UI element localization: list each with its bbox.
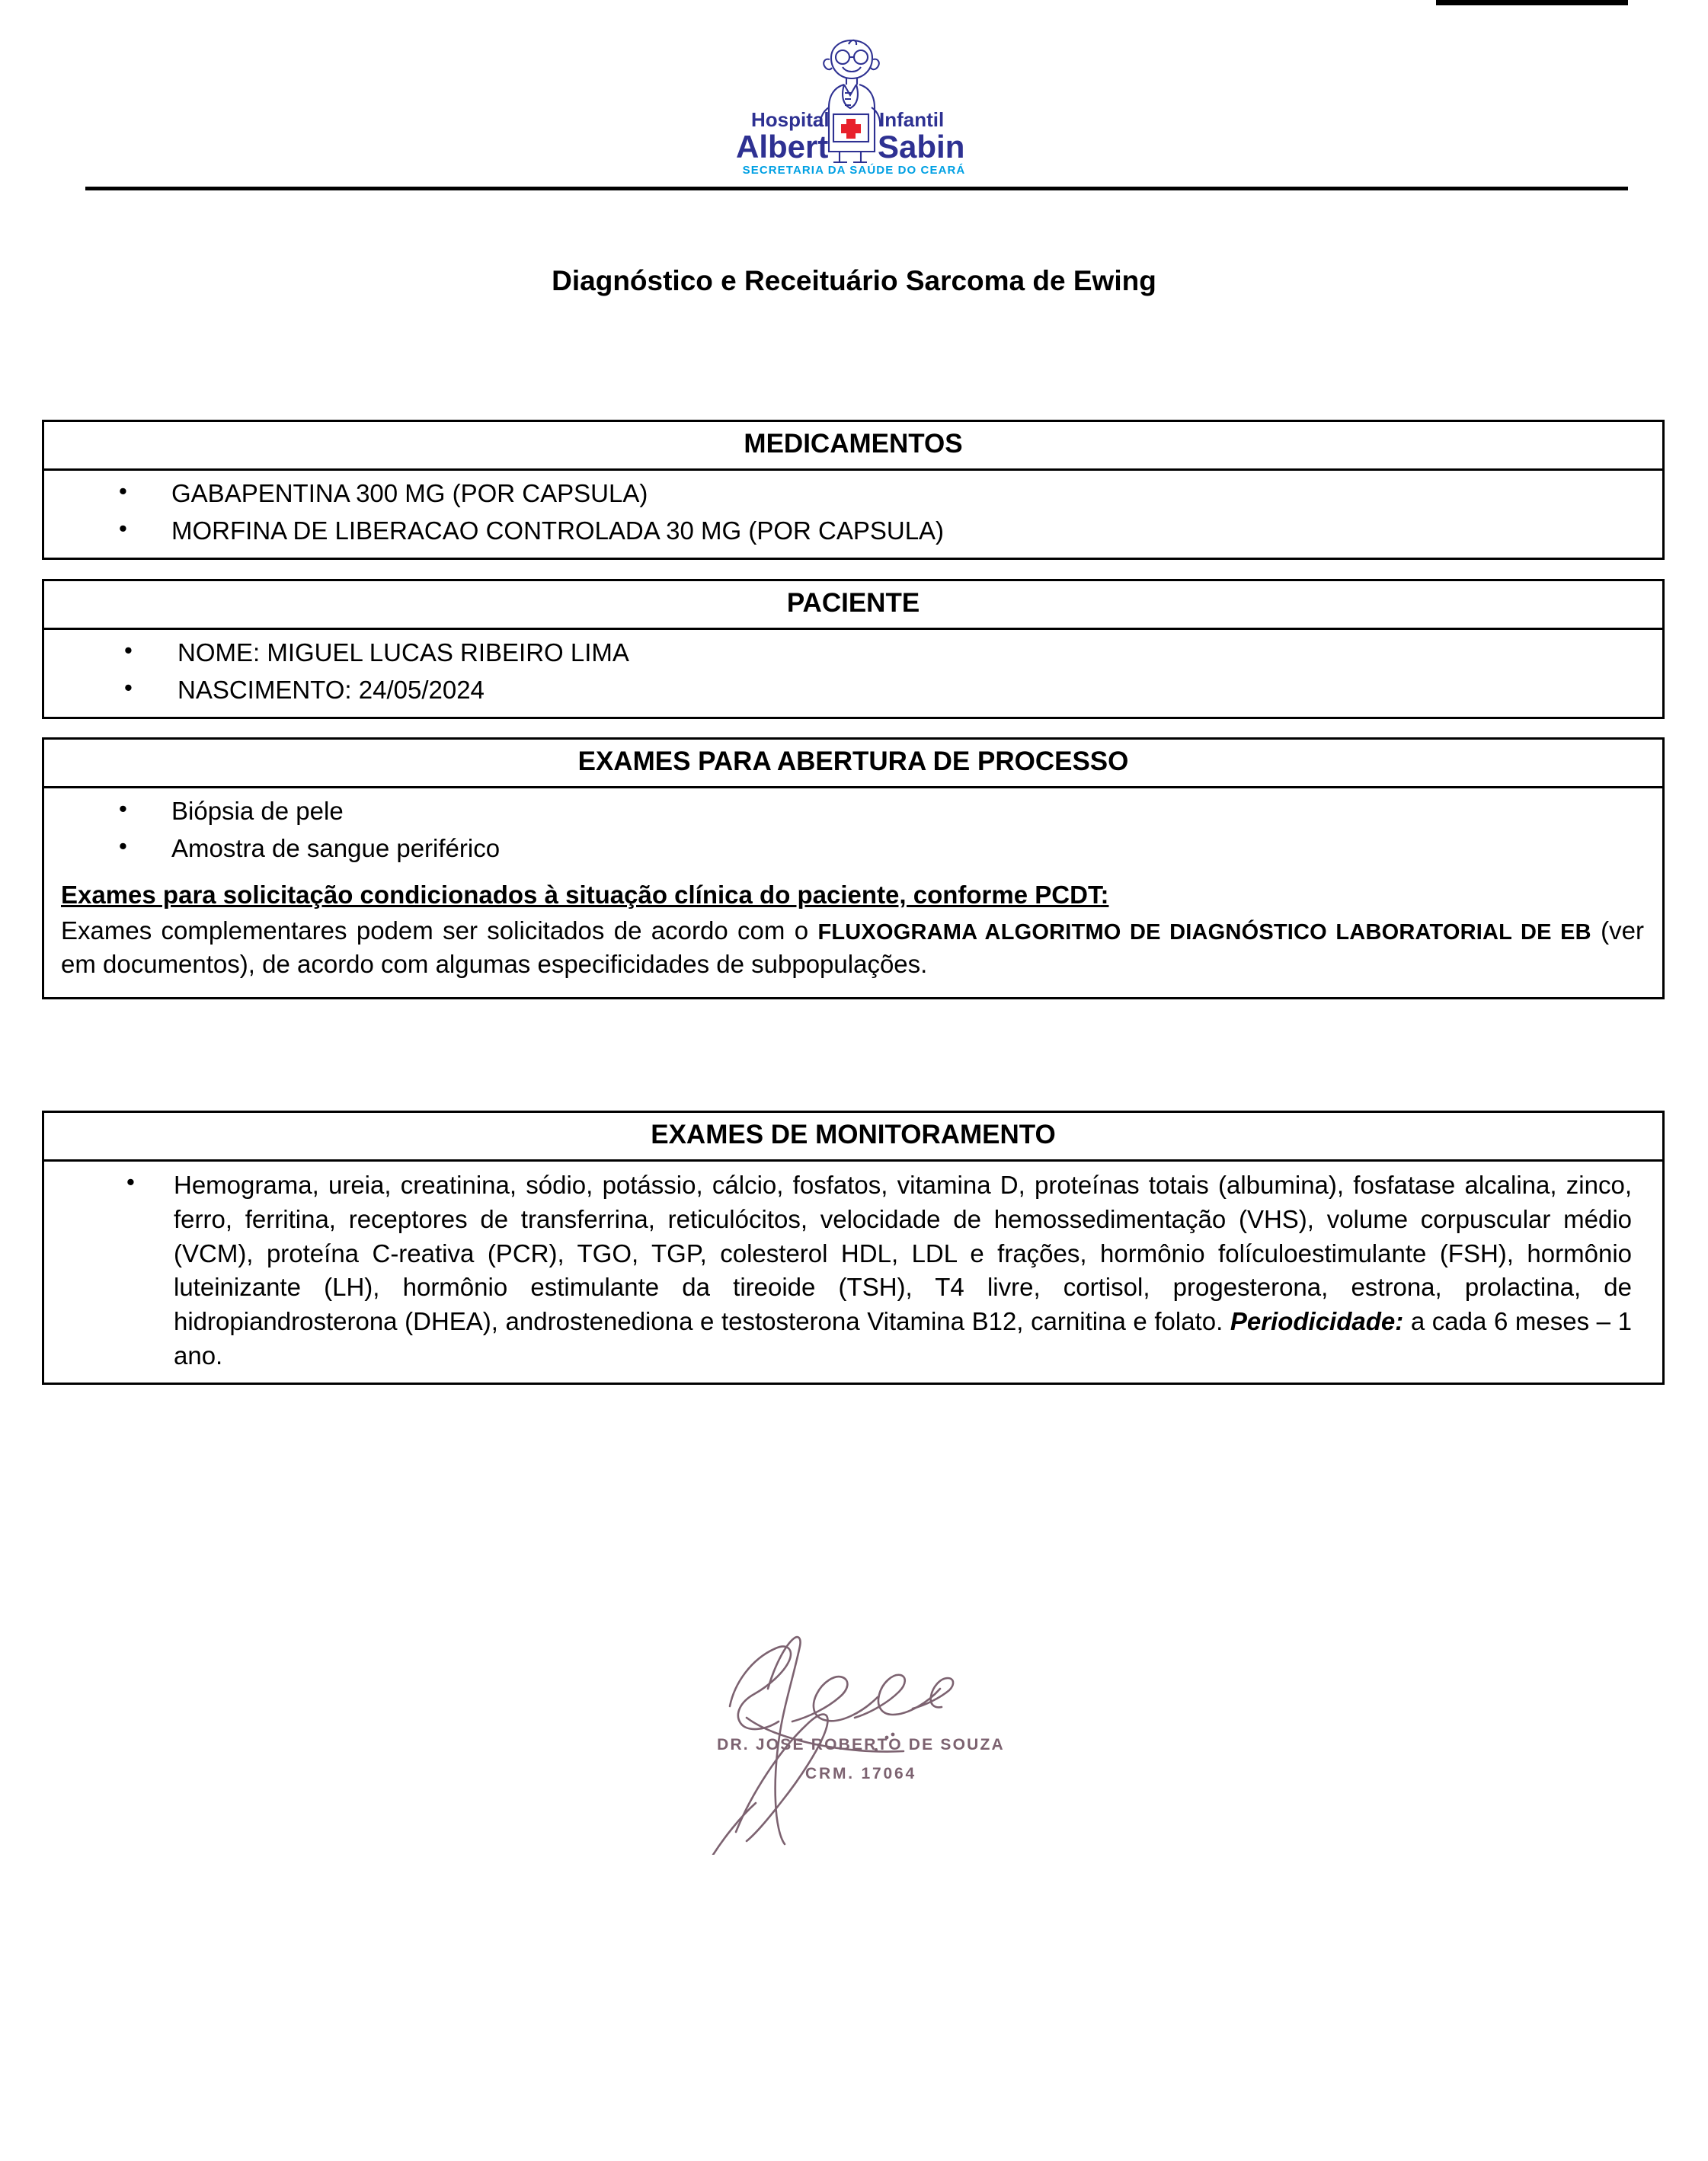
exames-abertura-list xyxy=(44,793,1662,868)
patient-name: • NOME: MIGUEL LUCAS RIBEIRO LIMA xyxy=(44,635,1662,672)
periodicity-value: a cada 6 meses – 1 ano. xyxy=(174,1307,1632,1370)
medicamentos-list xyxy=(44,475,1662,550)
monitoramento-exam-text: Hemograma, ureia, creatinina, sódio, potássio, cálcio, fosfatos, vitamina D, proteínas totais (albumina), fosfatase alcalina, zinco, ferro, ferritina, receptores de transferrina, reticulócitos, velocidade de hemossedimentação (VHS), volume corpuscular médio (VCM), proteína C-reativa (PCR), TGO, TGP, colesterol HDL, LDL e frações, hormônio folículoestimulante (FSH), hormônio luteinizante (LH), hormônio estimulante da tireoide (TSH), T4 livre, cortisol, progesterona, estrona, prolactina, de hidropiandrosterona (DHEA), androstenediona e testosterona Vitamina B12, carnitina e folato. xyxy=(174,1171,1632,1335)
signature-doctor-name: DR. JOSE ROBERTO DE SOUZA xyxy=(717,1736,1005,1753)
page-title: Diagnóstico e Receituário Sarcoma de Ewing xyxy=(552,265,1156,296)
section-body-exames-abertura xyxy=(44,788,1662,996)
section-heading-medicamentos: MEDICAMENTOS xyxy=(44,422,1662,471)
section-paciente xyxy=(42,579,1665,719)
list-item: • Biópsia de pele xyxy=(44,793,1662,830)
list-item: • GABAPENTINA 300 MG (POR CAPSULA) xyxy=(44,475,1662,513)
pcdt-body-line xyxy=(61,914,1644,981)
monitoramento-list xyxy=(44,1166,1662,1375)
pcdt-emphasis: FLUXOGRAMA ALGORITMO DE DIAGNÓSTICO LABORATORIAL DE EB xyxy=(817,920,1591,945)
pcdt-lead-colon: : xyxy=(1100,880,1109,909)
signature-block xyxy=(670,1603,1051,1855)
list-item: • MORFINA DE LIBERACAO CONTROLADA 30 MG (POR CAPSULA) xyxy=(44,513,1662,550)
section-heading-exames-monitoramento: EXAMES DE MONITORAMENTO xyxy=(44,1113,1662,1162)
list-item xyxy=(44,1166,1662,1375)
section-body-paciente xyxy=(44,630,1662,717)
hospital-logo xyxy=(728,32,980,181)
list-item: • Amostra de sangue periférico xyxy=(44,830,1662,868)
svg-text:Albert: Albert xyxy=(736,129,829,165)
hospital-infantil-albert-sabin-logo-icon xyxy=(728,32,980,181)
section-exames-monitoramento xyxy=(42,1111,1665,1385)
header-divider xyxy=(85,187,1628,190)
periodicity-label: Periodicidade: xyxy=(1230,1307,1404,1335)
svg-text:SECRETARIA DA SAÚDE DO CEARÁ: SECRETARIA DA SAÚDE DO CEARÁ xyxy=(742,164,966,177)
svg-text:Infantil: Infantil xyxy=(879,108,945,131)
section-medicamentos xyxy=(42,420,1665,560)
pcdt-lead-text: Exames para solicitação condicionados à situação clínica do paciente, conforme PCDT xyxy=(61,880,1101,909)
section-heading-paciente: PACIENTE xyxy=(44,581,1662,630)
patient-birthdate: • NASCIMENTO: 24/05/2024 xyxy=(44,672,1662,709)
section-exames-abertura xyxy=(42,737,1665,999)
document-header xyxy=(0,0,1708,192)
pcdt-body-part2: (ver em documentos), de acordo com algumas especificidades de subpopulações. xyxy=(61,916,1644,979)
handwritten-signature-icon xyxy=(670,1603,1051,1855)
pcdt-paragraph xyxy=(44,868,1662,989)
section-body-medicamentos xyxy=(44,471,1662,558)
svg-text:Hospital: Hospital xyxy=(751,108,830,131)
section-heading-exames-abertura: EXAMES PARA ABERTURA DE PROCESSO xyxy=(44,740,1662,788)
pcdt-body-part1: Exames complementares podem ser solicitados de acordo com o xyxy=(61,916,818,945)
section-body-exames-monitoramento xyxy=(44,1162,1662,1383)
paciente-list xyxy=(44,635,1662,709)
signature-crm: CRM. 17064 xyxy=(805,1765,916,1782)
svg-text:Sabin: Sabin xyxy=(878,129,965,165)
pcdt-lead-line xyxy=(61,878,1644,912)
